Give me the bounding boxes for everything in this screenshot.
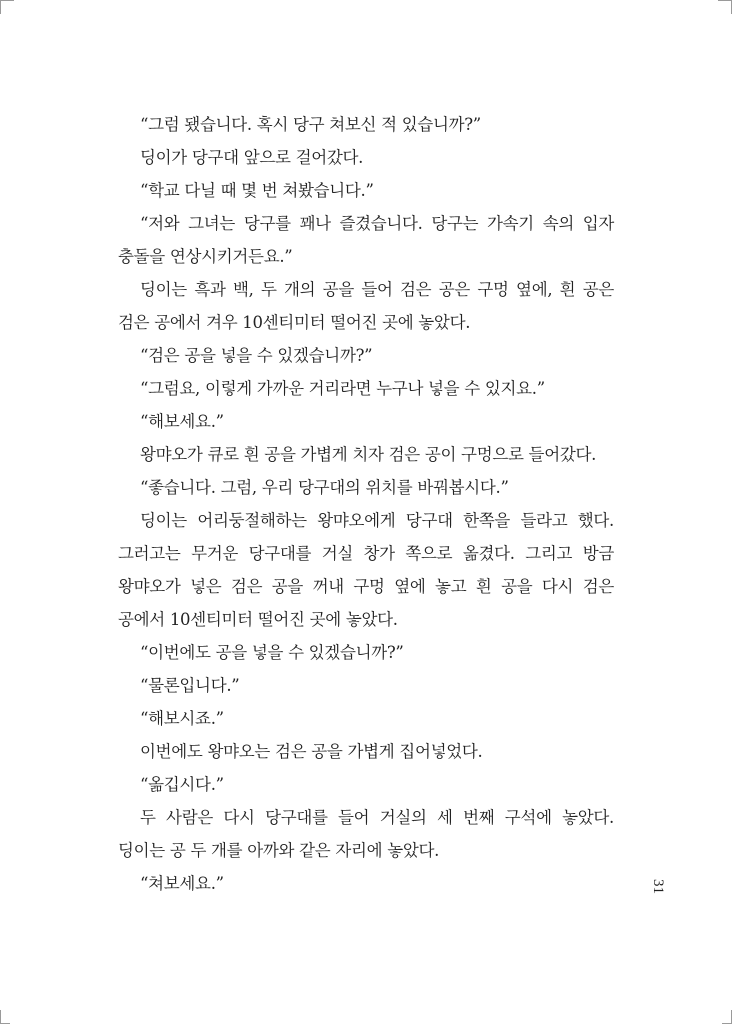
paragraph: “학교 다닐 때 몇 번 쳐봤습니다.” [140,181,374,200]
paragraph: “이번에도 공을 넣을 수 있겠습니까?” [140,643,404,662]
body-text [118,108,614,900]
paragraph: “그럼 됐습니다. 혹시 당구 쳐보신 적 있습니까?” [140,115,481,134]
paragraph: 두 사람은 다시 당구대를 들어 거실의 세 번째 구석에 놓았다. 딩이는 공 두 개를 아까와 같은 자리에 놓았다. [118,808,614,860]
paragraph: 딩이는 흑과 백, 두 개의 공을 들어 검은 공은 구멍 옆에, 흰 공은 검은 공에서 겨우 10센티미터 떨어진 곳에 놓았다. [118,280,614,332]
page-number: 31 [650,879,666,894]
paragraph: “해보시죠.” [140,709,224,728]
paragraph: “검은 공을 넣을 수 있겠습니까?” [140,346,373,365]
paragraph: “그럼요, 이렇게 가까운 거리라면 누구나 넣을 수 있지요.” [140,379,545,398]
crop-mark-top-left-v [0,0,1,14]
paragraph: 딩이가 당구대 앞으로 걸어갔다. [140,148,364,167]
paragraph: “좋습니다. 그럼, 우리 당구대의 위치를 바꿔봅시다.” [140,478,509,497]
crop-mark-top-right-h [718,0,732,1]
crop-mark-top-left-h [0,0,14,1]
paragraph: “해보세요.” [140,412,224,431]
paragraph: 왕먀오가 큐로 흰 공을 가볍게 치자 검은 공이 구멍으로 들어갔다. [140,445,597,464]
paragraph: “저와 그녀는 당구를 꽤나 즐겼습니다. 당구는 가속기 속의 입자 충돌을 연상시키거든요.” [118,214,614,266]
crop-mark-bottom-left-v [0,1010,1,1024]
paragraph: 이번에도 왕먀오는 검은 공을 가볍게 집어넣었다. [140,742,483,761]
paragraph: “옮깁시다.” [140,775,224,794]
paragraph: “물론입니다.” [140,676,240,695]
paragraph: 딩이는 어리둥절해하는 왕먀오에게 당구대 한쪽을 들라고 했다. 그러고는 무거운 당구대를 거실 창가 쪽으로 옮겼다. 그리고 방금 왕먀오가 넣은 검은 공을 꺼내 구멍 옆에 놓고 흰 공을 다시 검은 공에서 10센티미터 떨어진 곳에 놓았다. [118,511,614,629]
paragraph: “쳐보세요.” [140,874,224,893]
